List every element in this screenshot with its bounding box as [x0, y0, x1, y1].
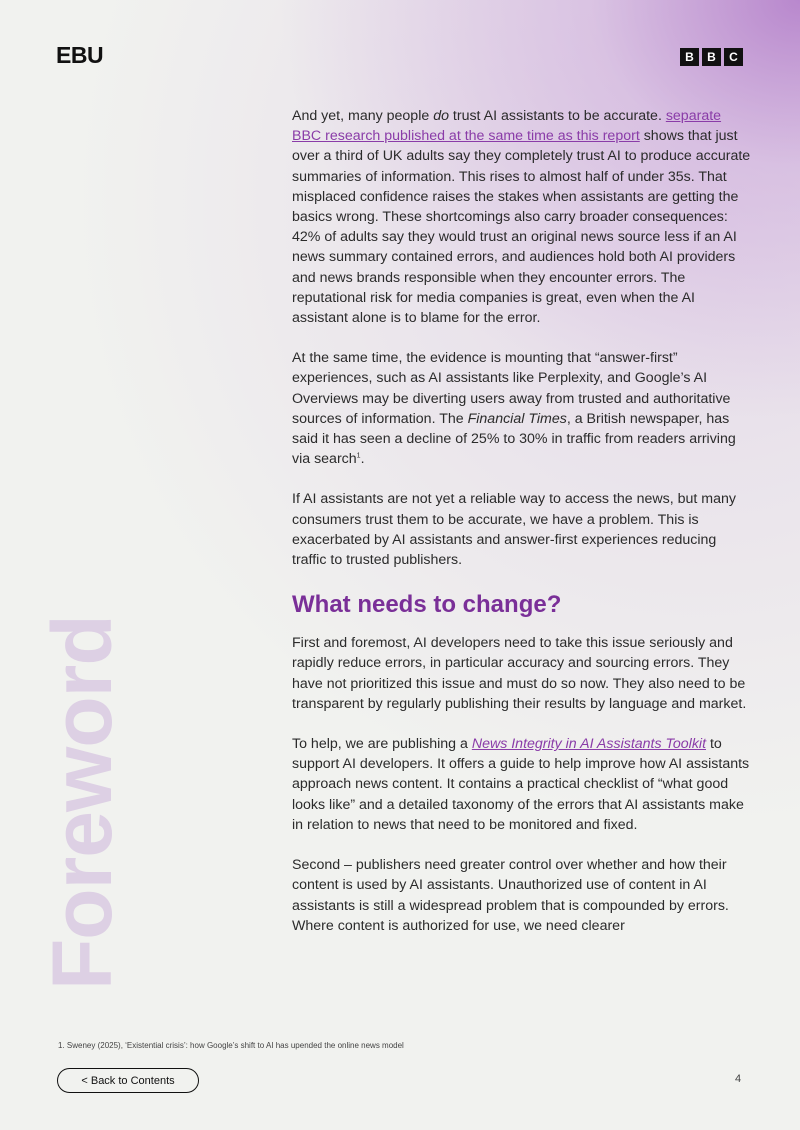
paragraph-problem: If AI assistants are not yet a reliable way to access the news, but many consumers trust them to be accurate, we have a problem. This is exacerbated by AI assistants and answer-first experiences reducing traffic to trusted publishers.	[292, 491, 736, 569]
text: .	[360, 451, 365, 468]
text: trust AI assistants to be accurate.	[448, 108, 666, 124]
section-title-vertical: Foreword	[35, 615, 129, 990]
emphasis: do	[433, 108, 449, 124]
ebu-logo: EBU	[56, 42, 104, 68]
text: At the same time, the evidence is mounting that “answer-first” experiences, such as AI assistants like Perplexity, and Google’s AI Overviews may be diverting users away from trusted and authoritative sources of information. The	[292, 350, 731, 427]
section-heading: What needs to change?	[292, 591, 562, 619]
paragraph-second: Second – publishers need greater control over whether and how their content is used by AI assistants. Unauthorized use of content in AI assistants is still a widespread problem that is compounded by errors. Where content is authorized for use, we need clearer	[292, 857, 729, 934]
bbc-logo-letter: C	[724, 48, 743, 66]
text: And yet, many people	[292, 108, 434, 124]
emphasis: Financial Times	[467, 410, 567, 427]
text: To help, we are publishing a	[292, 736, 472, 753]
bbc-logo-letter: B	[680, 48, 699, 66]
page-number: 4	[735, 1073, 742, 1085]
paragraph-first: First and foremost, AI developers need to take this issue seriously and rapidly reduce errors, in particular accuracy and sourcing errors. They have not prioritized this issue and must do so now. They also need to be transparent by regularly publishing their results by language and market.	[292, 635, 747, 712]
paragraph-answer-first	[292, 348, 752, 469]
bbc-research-link[interactable]: separate BBC research published at the same time as this report	[292, 108, 722, 145]
footnote: 1. Sweney (2025), ‘Existential crisis’: how Google’s shift to AI has upended the online news model	[58, 1041, 404, 1050]
main-content	[292, 106, 752, 956]
bbc-logo	[680, 48, 743, 66]
toolkit-link[interactable]: News Integrity in AI Assistants Toolkit	[471, 736, 707, 753]
text: to support AI developers. It offers a guide to help improve how AI assistants approach news content. It contains a practical checklist of “what good looks like” and a detailed taxonomy of the errors that AI assistants make in relation to news that need to be monitored and fixed.	[292, 736, 750, 833]
footnote-ref[interactable]: 1	[356, 452, 361, 460]
back-to-contents-button[interactable]: < Back to Contents	[57, 1068, 199, 1093]
bbc-logo-letter: B	[702, 48, 721, 66]
paragraph-trust	[292, 106, 752, 328]
text: , a British newspaper, has said it has seen a decline of 25% to 30% in traffic from readers arriving via search	[292, 410, 736, 468]
text: shows that just over a third of UK adults say they completely trust AI to produce accurate summaries of information. This rises to almost half of under 35s. That misplaced confidence raises the stakes when assistants are getting the basics wrong. These shortcomings also carry broader consequences: 42% of adults say they would trust an original news source less if an AI news summary contained errors, and audiences hold both AI providers and news brands responsible when they encounter errors. The reputational risk for media companies is great, even when the AI assistant alone is to blame for the error.	[292, 128, 751, 327]
paragraph-toolkit	[292, 734, 752, 835]
